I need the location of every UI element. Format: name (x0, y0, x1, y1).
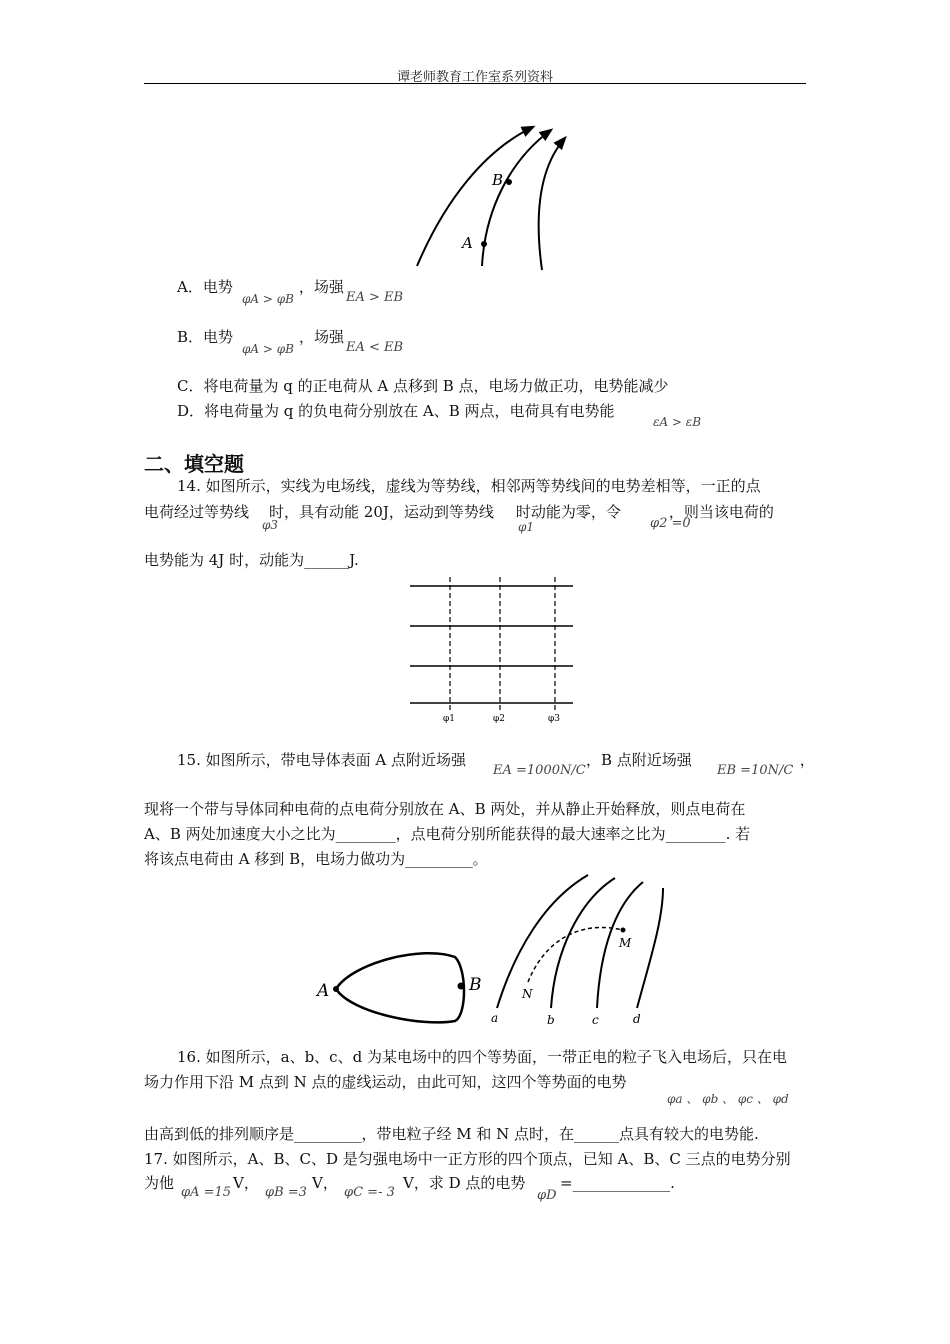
q17-unit-1: V， (233, 1174, 259, 1192)
conductor-point-b (458, 983, 465, 990)
field-line-right (539, 138, 565, 270)
label-surface-b: b (547, 1013, 555, 1027)
label-surface-a: a (491, 1011, 499, 1025)
q15-field-b: EB =10N/C (717, 763, 794, 778)
option-c: C．将电荷量为 q 的正电荷从 A 点移到 B 点，电场力做正功，电势能减少 (177, 377, 669, 395)
conductor-label-a: A (317, 981, 330, 1001)
q15-field-a: EA =1000N/C (493, 763, 586, 778)
conductor-label-b: B (469, 975, 482, 995)
q15-line1: 15. 如图所示，带电导体表面 A 点附近场强 ，B 点附近场强 ， (177, 751, 815, 769)
q14-phi3: φ3 (262, 518, 279, 532)
option-d: D．将电荷量为 q 的负电荷分别放在 A、B 两点，电荷具有电势能 (177, 402, 615, 420)
q16-line3: 由高到低的排列顺序是_________，带电粒子经 M 和 N 点时，在______点具有较大的电势能. (144, 1125, 759, 1143)
q15-line4: 将该点电荷由 A 移到 B，电场力做功为_________。 (144, 850, 488, 868)
q14-line1: 14. 如图所示，实线为电场线，虚线为等势线，相邻两等势线间的电势差相等，一正的点 (177, 477, 761, 495)
label-surface-c: c (592, 1013, 599, 1027)
field-lines-figure (405, 120, 575, 272)
conductor-point-a (333, 986, 339, 992)
conductor-figure (312, 935, 492, 1035)
q17-phi-b: φB =3 (265, 1185, 307, 1200)
point-a (481, 241, 487, 247)
option-d-energy: εA > εB (653, 415, 702, 429)
q14-phi2: φ2 =0 (650, 516, 691, 531)
equipotential-surfaces-figure (485, 870, 675, 1030)
q14-line3: 电势能为 4J 时，动能为______J. (144, 551, 359, 569)
q15-line2: 现将一个带与导体同种电荷的点电荷分别放在 A、B 两处，并从静止开始释放，则点电荷在 (144, 800, 746, 818)
page-header: 谭老师教育工作室系列资料 (396, 70, 553, 85)
q17-line1: 17. 如图所示，A、B、C、D 是匀强电场中一正方形的四个顶点，已知 A、B、C 三点的电势分别 (144, 1150, 791, 1168)
q17-answer-blank: =_____________. (560, 1174, 675, 1192)
option-a-potential: φA > φB (242, 292, 294, 306)
q17-phi-c: φC =- 3 (344, 1185, 395, 1200)
trajectory-point-m (621, 928, 626, 933)
q17-unit-2: V， (312, 1174, 338, 1192)
point-b (506, 179, 512, 185)
label-n: N (522, 987, 533, 1001)
q17-phi-a: φA =15 (181, 1185, 232, 1200)
label-m: M (619, 936, 632, 950)
q17-line2-mid: V，求 D 点的电势 (403, 1174, 526, 1192)
q15-line3: A、B 两处加速度大小之比为________，点电荷分别所能获得的最大速率之比为________. 若 (144, 825, 751, 843)
field-line-left (417, 127, 533, 266)
label-a: A (462, 234, 473, 252)
option-b: B．电势 ，场强 (177, 328, 345, 346)
q16-line2: 场力作用下沿 M 点到 N 点的虚线运动，由此可知，这四个等势面的电势 (144, 1073, 627, 1091)
q16-line1: 16. 如图所示，a、b、c、d 为某电场中的四个等势面，一带正电的粒子飞入电场后，只在电 (177, 1048, 787, 1066)
section-title: 二、填空题 (144, 452, 244, 476)
equipotential-grid-figure (405, 575, 580, 727)
option-b-potential: φA > φB (242, 342, 294, 356)
grid-label-phi3: φ3 (548, 714, 561, 724)
label-b: B (492, 171, 504, 189)
label-surface-d: d (633, 1012, 641, 1026)
q14-phi1: φ1 (518, 520, 535, 534)
option-a: A．电势 ，场强 (177, 278, 344, 296)
option-a-field: EA > EB (346, 290, 404, 305)
grid-label-phi1: φ1 (443, 714, 456, 724)
option-b-field: EA < EB (346, 340, 404, 355)
q14-line2: 电荷经过等势线 时，具有动能 20J，运动到等势线 时动能为零，令 ，则当该电荷的 (144, 503, 774, 521)
q17-line2: 为他 (144, 1174, 175, 1192)
grid-label-phi2: φ2 (493, 714, 506, 724)
q16-potentials: φa 、 φb 、 φc 、 φd (667, 1092, 789, 1106)
q17-phi-d: φD (537, 1188, 557, 1203)
header-divider (144, 83, 806, 84)
